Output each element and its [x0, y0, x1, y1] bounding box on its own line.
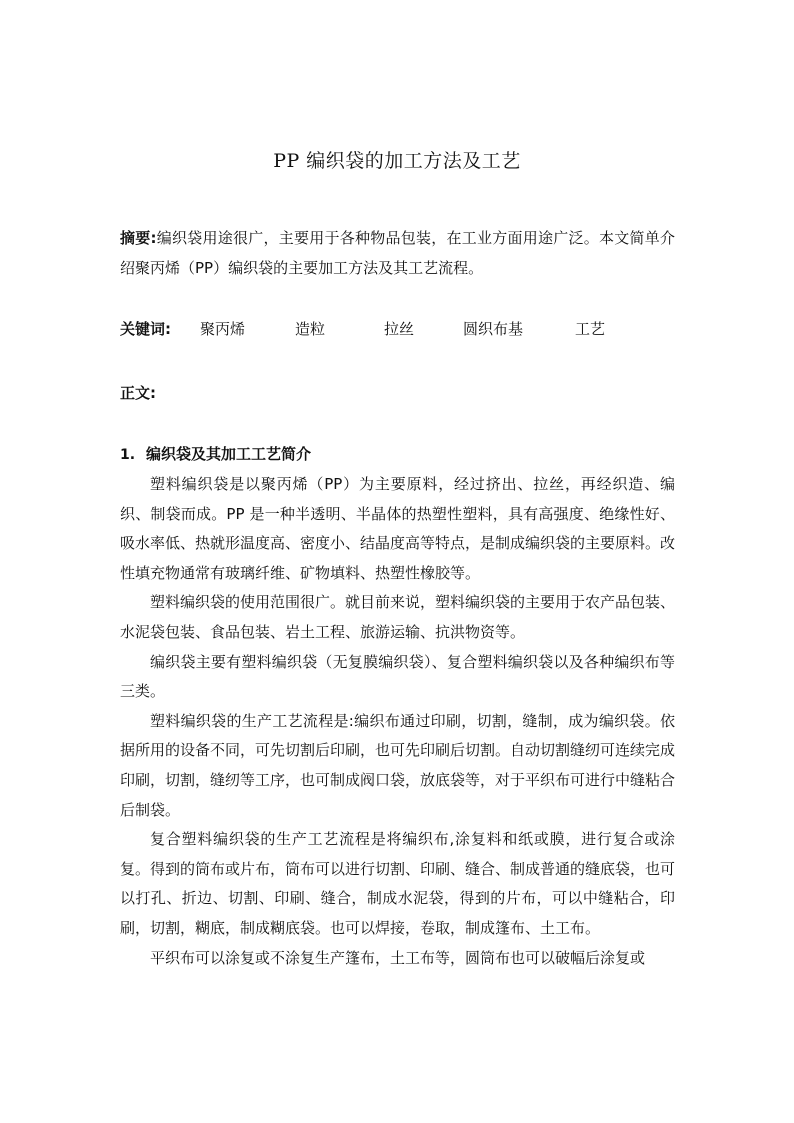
keywords — [120, 315, 675, 344]
abstract-text: 编织袋用途很广，主要用于各种物品包装，在工业方面用途广泛。本文简单介绍聚丙烯（PP）编织袋的主要加工方法及其工艺流程。 — [120, 229, 675, 277]
paragraph: 塑料编织袋的生产工艺流程是:编织布通过印刷，切割，缝制，成为编织袋。依据所用的设备不同，可先切割后印刷，也可先印刷后切割。自动切割缝纫可连续完成印刷，切割，缝纫等工序，也可制成阀口袋，放底袋等，对于平织布可进行中缝粘合后制袋。 — [120, 711, 676, 819]
keyword: 造粒 — [295, 320, 326, 338]
paragraph: 塑料编织袋是以聚丙烯（PP）为主要原料，经过挤出、拉丝，再经织造、编织、制袋而成。PP 是一种半透明、半晶体的热塑性塑料，具有高强度、绝缘性好、吸水率低、热就形温度高、密度小、结晶度高等特点，是制成编织袋的主要原料。改性填充物通常有玻璃纤维、矿物填料、热塑性橡胶等。 — [120, 475, 676, 582]
abstract — [120, 224, 675, 283]
keyword: 工艺 — [575, 320, 606, 338]
keywords-label: 关键词: — [120, 320, 171, 338]
abstract-label: 摘要: — [120, 229, 157, 247]
section-number: 1. — [120, 447, 136, 463]
paragraph: 平织布可以涂复或不涂复生产篷布，土工布等，圆筒布也可以破幅后涂复或 — [150, 948, 646, 967]
keyword: 聚丙烯 — [200, 320, 246, 338]
body-label: 正文: — [120, 384, 156, 402]
keyword: 圆织布基 — [463, 320, 524, 338]
section-title: 编织袋及其加工工艺简介 — [146, 445, 312, 463]
section-content — [120, 470, 675, 973]
paragraph: 塑料编织袋的使用范围很广。就目前来说，塑料编织袋的主要用于农产品包装、水泥袋包装、食品包装、岩土工程、旅游运输、抗洪物资等。 — [120, 593, 676, 641]
section-heading — [120, 440, 311, 470]
paragraph: 编织袋主要有塑料编织袋（无复膜编织袋）、复合塑料编织袋以及各种编织布等三类。 — [120, 652, 675, 701]
keyword: 拉丝 — [384, 320, 415, 338]
document-title: PP 编织袋的加工方法及工艺 — [273, 150, 521, 172]
paragraph: 复合塑料编织袋的生产工艺流程是将编织布,涂复料和纸或膜，进行复合或涂复。得到的筒布或片布，筒布可以进行切割、印刷、缝合、制成普通的缝底袋，也可以打孔、折边、切割、印刷、缝合，制成水泥袋，得到的片布，可以中缝粘合，印刷，切割，糊底，制成糊底袋。也可以焊接，卷取，制成篷布、土工布。 — [120, 830, 676, 937]
